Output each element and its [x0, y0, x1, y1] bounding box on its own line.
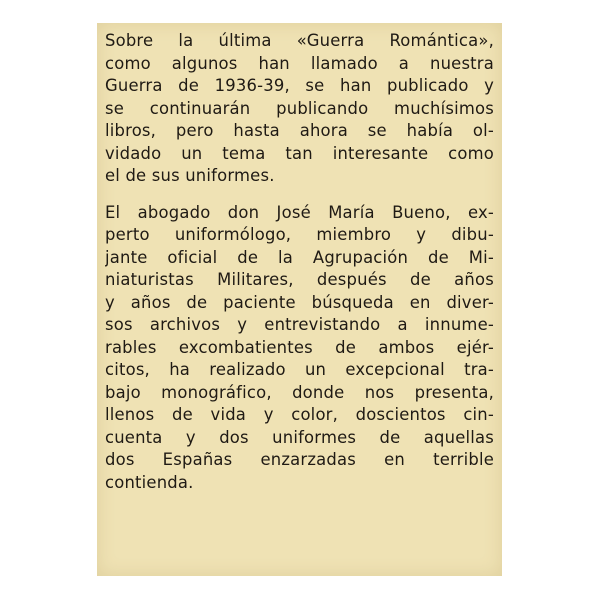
- text-line: vidado un tema tan interesante como: [105, 143, 494, 163]
- text-line: como algunos han llamado a nuestra: [105, 53, 494, 73]
- text-line: citos, ha realizado un excepcional tra-: [105, 360, 494, 379]
- paper-clipping: [97, 23, 502, 576]
- text-line: sos archivos y entrevistando a innume-: [105, 315, 494, 334]
- text-line: cuenta y dos uniformes de aquellas: [105, 427, 494, 447]
- text-line: se continuarán publicando muchísimos: [105, 98, 494, 118]
- text-line: jante oficial de la Agrupación de Mi-: [105, 247, 494, 267]
- text-line: perto uniformólogo, miembro y dibu-: [105, 225, 494, 244]
- text-line: bajo monográfico, donde nos presenta,: [105, 382, 494, 402]
- text-line: Guerra de 1936-39, se han publicado y: [105, 76, 494, 95]
- text-line: contienda.: [105, 472, 194, 492]
- text-line: rables excombatientes de ambos ejér-: [105, 337, 494, 357]
- text-line: niaturistas Militares, después de años: [105, 270, 494, 289]
- text-line: Sobre la última «Guerra Romántica»,: [105, 31, 494, 50]
- text-line: llenos de vida y color, doscientos cin-: [105, 405, 494, 424]
- text-line: el de sus uniformes.: [105, 166, 275, 185]
- paragraph-1: [105, 30, 494, 188]
- paragraph-gap: [105, 188, 494, 202]
- text-line: y años de paciente búsqueda en diver-: [105, 292, 494, 312]
- text-line: dos Españas enzarzadas en terrible: [105, 450, 494, 469]
- text-line: libros, pero hasta ahora se había ol-: [105, 121, 494, 140]
- paragraph-2: [105, 202, 494, 495]
- text-block: [105, 30, 494, 494]
- text-line: El abogado don José María Bueno, ex-: [105, 202, 494, 222]
